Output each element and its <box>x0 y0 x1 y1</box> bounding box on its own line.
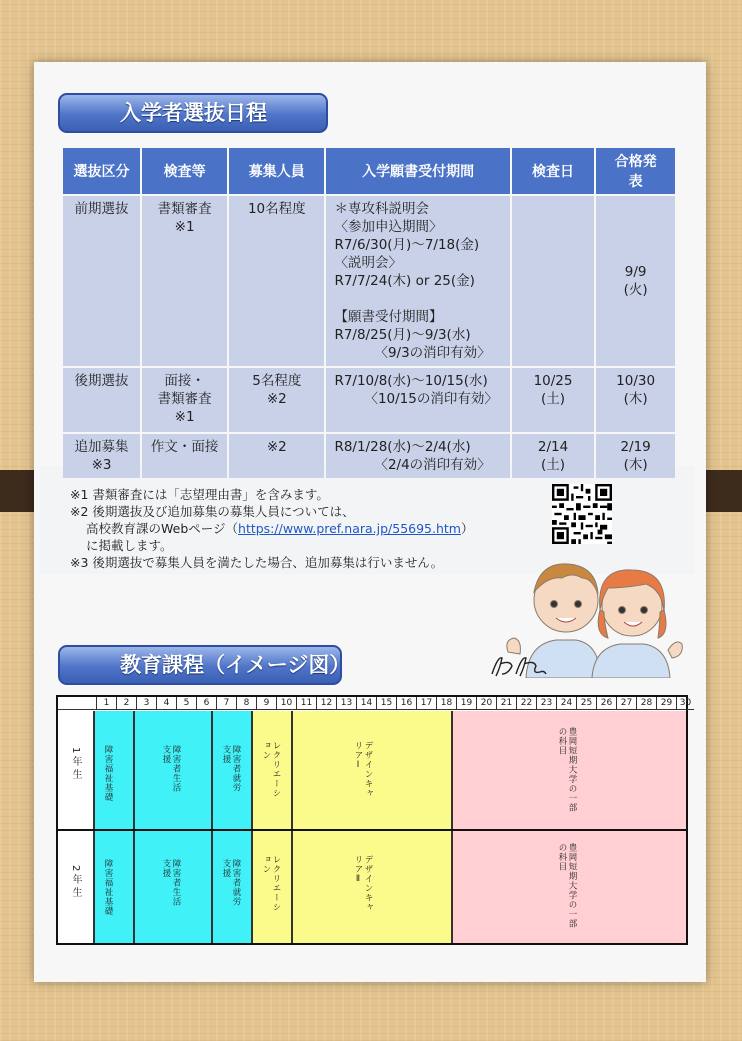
course-label: 障害者生活支援 <box>161 745 181 793</box>
period-number: 12 <box>316 697 336 709</box>
period-number: 5 <box>176 697 196 709</box>
period-number: 28 <box>636 697 656 709</box>
course-block <box>252 711 292 829</box>
note-1: ※1 書類審査には「志望理由書」を含みます。 <box>70 487 329 502</box>
period-number: 19 <box>456 697 476 709</box>
note-2-line-2 <box>70 520 540 537</box>
cell-capacity: ※2 <box>229 434 324 478</box>
period-number: 4 <box>156 697 176 709</box>
table-row <box>63 434 675 478</box>
course-label: デザインキャリアⅠ <box>353 741 373 798</box>
cell-result-date <box>596 368 675 432</box>
section-title-curriculum: 教育課程（イメージ図） <box>58 645 342 685</box>
period-number: 20 <box>476 697 496 709</box>
note-2-line-3: に掲載します。 <box>86 538 173 553</box>
cell-exam <box>142 196 227 366</box>
cell-line: (木) <box>623 391 648 407</box>
course-block <box>94 831 134 943</box>
cell-line: 〈10/15の消印有効〉 <box>364 391 498 407</box>
course-label: デザインキャリアⅡ <box>353 855 373 912</box>
period-number: 22 <box>516 697 536 709</box>
period-number: 9 <box>256 697 276 709</box>
cell-line: 〈参加申込期間〉 <box>334 219 443 235</box>
cell-category <box>63 434 140 478</box>
period-number: 18 <box>436 697 456 709</box>
period-number: 2 <box>116 697 136 709</box>
cell-line: 9/9 <box>624 264 647 280</box>
col-header: 合格発表 <box>596 148 675 194</box>
course-block <box>292 831 452 943</box>
period-number: 21 <box>496 697 516 709</box>
cell-exam-date <box>512 196 594 366</box>
cell-spacer <box>334 290 506 308</box>
col-header: 選抜区分 <box>63 148 140 194</box>
col-header: 検査日 <box>512 148 594 194</box>
cell-result-date <box>596 434 675 478</box>
cell-exam-date <box>512 434 594 478</box>
cell-line: (土) <box>541 457 566 473</box>
qr-code[interactable] <box>552 484 612 544</box>
table-header-row <box>63 148 675 194</box>
course-block <box>452 711 686 829</box>
cell-line: 面接・ <box>164 373 205 389</box>
period-number: 7 <box>216 697 236 709</box>
period-number: 26 <box>596 697 616 709</box>
course-block <box>252 831 292 943</box>
period-number: 6 <box>196 697 216 709</box>
curriculum-chart <box>56 695 692 945</box>
period-number: 30 <box>676 697 694 709</box>
course-block <box>134 711 212 829</box>
note-3: ※3 後期選抜で募集人員を満たした場合、追加募集は行いません。 <box>70 555 444 570</box>
cell-exam <box>142 368 227 432</box>
cell-line: 【願書受付期間】 <box>334 309 443 325</box>
table-row <box>63 368 675 432</box>
course-block <box>94 711 134 829</box>
course-block <box>292 711 452 829</box>
grade-label-1 <box>58 711 94 829</box>
col-header: 検査等 <box>142 148 227 194</box>
qr-code-icon <box>552 484 612 544</box>
cell-line: ※2 <box>266 391 287 407</box>
cell-period <box>326 368 509 432</box>
period-number: 16 <box>396 697 416 709</box>
period-number: 15 <box>376 697 396 709</box>
cell-line: R7/8/25(月)～9/3(水) <box>334 327 471 343</box>
section-title-schedule: 入学者選抜日程 <box>58 93 328 133</box>
period-number: 29 <box>656 697 676 709</box>
grade-text: 1年生 <box>70 747 81 783</box>
signature-icon <box>488 650 550 680</box>
cell-line: ※1 <box>174 409 195 425</box>
cell-line: 書類審査 <box>157 391 212 407</box>
course-label: レクリエーション <box>261 855 281 912</box>
cell-period <box>326 434 509 478</box>
course-label: 豊岡短期大学の一部の科目 <box>557 843 577 929</box>
cell-line: (火) <box>623 282 648 298</box>
period-number-row <box>58 697 694 710</box>
cell-line: (木) <box>623 457 648 473</box>
table-row <box>63 196 675 366</box>
course-label: 障害者就労支援 <box>221 745 241 793</box>
cell-category: 前期選抜 <box>63 196 140 366</box>
cell-line: 〈説明会〉 <box>334 255 402 271</box>
period-number: 13 <box>336 697 356 709</box>
note-2: ※2 後期選抜及び追加募集の募集人員については、 <box>70 504 355 519</box>
cell-line: (土) <box>541 391 566 407</box>
cell-exam: 作文・面接 <box>142 434 227 478</box>
course-label: 障害福祉基礎 <box>103 745 113 802</box>
course-label: レクリエーション <box>261 741 281 798</box>
course-block <box>212 831 252 943</box>
cell-line: R7/10/8(水)～10/15(水) <box>334 373 488 389</box>
cell-category: 後期選抜 <box>63 368 140 432</box>
course-label: 障害者就労支援 <box>221 859 241 907</box>
course-label: 障害福祉基礎 <box>103 859 113 916</box>
cell-line: 10/30 <box>616 373 656 389</box>
period-number: 3 <box>136 697 156 709</box>
grade-label-2 <box>58 831 94 943</box>
cell-result-date <box>596 196 675 366</box>
period-number: 11 <box>296 697 316 709</box>
cell-exam-date <box>512 368 594 432</box>
course-block <box>134 831 212 943</box>
col-header: 入学願書受付期間 <box>326 148 509 194</box>
schedule-table <box>61 146 677 480</box>
grade-text: 2年生 <box>70 865 81 901</box>
period-number: 10 <box>276 697 296 709</box>
cell-line: ＊専攻科説明会 <box>334 201 429 217</box>
cell-period <box>326 196 509 366</box>
period-number: 1 <box>96 697 116 709</box>
period-number: 17 <box>416 697 436 709</box>
cell-capacity <box>229 368 324 432</box>
cell-line: 2/14 <box>537 439 569 455</box>
cell-line: 5名程度 <box>252 373 302 389</box>
cell-line: R7/6/30(月)～7/18(金) <box>334 237 480 253</box>
cell-capacity: 10名程度 <box>229 196 324 366</box>
period-number: 23 <box>536 697 556 709</box>
cell-line: ※3 <box>91 457 112 473</box>
cell-line: 10/25 <box>533 373 573 389</box>
cell-line: 2/19 <box>620 439 651 455</box>
col-header: 募集人員 <box>229 148 324 194</box>
period-number: 27 <box>616 697 636 709</box>
cell-line: 追加募集 <box>74 439 129 455</box>
period-number: 14 <box>356 697 376 709</box>
corner-cell <box>58 697 96 709</box>
period-number: 8 <box>236 697 256 709</box>
course-label: 障害者生活支援 <box>161 859 181 907</box>
course-label: 豊岡短期大学の一部の科目 <box>557 727 577 813</box>
footnotes <box>70 486 540 571</box>
cell-line: R8/1/28(水)～2/4(水) <box>334 439 471 455</box>
cell-line: ※1 <box>174 219 195 235</box>
period-number: 25 <box>576 697 596 709</box>
note-text: 高校教育課のWebページ（ <box>86 521 239 536</box>
course-block <box>212 711 252 829</box>
cell-line: 〈2/4の消印有効〉 <box>374 457 491 473</box>
period-number: 24 <box>556 697 576 709</box>
cell-line: 〈9/3の消印有効〉 <box>374 345 491 361</box>
cell-line: 書類審査 <box>157 201 212 217</box>
course-block <box>452 831 686 943</box>
cell-line: R7/7/24(木) or 25(金) <box>334 273 475 289</box>
web-link[interactable]: https://www.pref.nara.jp/55695.htm <box>238 521 461 536</box>
note-text: ） <box>460 521 474 536</box>
